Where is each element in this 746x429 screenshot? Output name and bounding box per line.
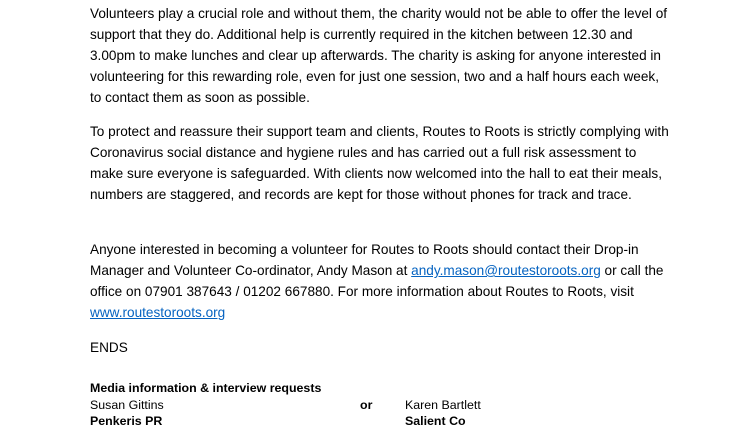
contact-text-part1: Anyone interested in becoming a volunteer for Routes to Roots should contact their Drop-in Manager and Volunteer Co-ordinator, Andy Mason at bbox=[90, 242, 639, 278]
website-link[interactable]: www.routestoroots.org bbox=[90, 305, 226, 320]
contact2-organisation: Salient Co bbox=[405, 414, 466, 428]
covid-safety-paragraph: To protect and reassure their support team and clients, Routes to Roots is strictly complying with Coronavirus social distance and hygiene rules and has carried out a full risk assessment to make sure everyone is safeguarded. With clients now welcomed into the hall to eat their meals, numbers are staggered, and records are kept for those without phones for track and trace. bbox=[90, 124, 669, 202]
contact-text-part2: or call the office on 07901 387643 / 01202 667880. For more information about Routes to Roots, visit bbox=[90, 263, 664, 299]
media-info-heading: Media information & interview requests bbox=[90, 381, 322, 395]
email-link[interactable]: andy.mason@routestoroots.org bbox=[411, 263, 601, 278]
or-label: or bbox=[360, 398, 373, 412]
contact2-name: Karen Bartlett bbox=[405, 398, 481, 412]
ends-marker: ENDS bbox=[90, 340, 128, 355]
contact1-organisation: Penkeris PR bbox=[90, 414, 163, 428]
volunteer-paragraph: Volunteers play a crucial role and without them, the charity would not be able to offer the level of support that they do. Additional help is currently required in the kitchen between 12.30 and 3.00pm to make lunches and clear up afterwards. The charity is asking for anyone interested in volunteering for this rewarding role, even for just one session, two and a half hours each week, to contact them as soon as possible. bbox=[90, 6, 668, 105]
contact-paragraph bbox=[90, 239, 670, 323]
contact1-name: Susan Gittins bbox=[90, 398, 164, 412]
